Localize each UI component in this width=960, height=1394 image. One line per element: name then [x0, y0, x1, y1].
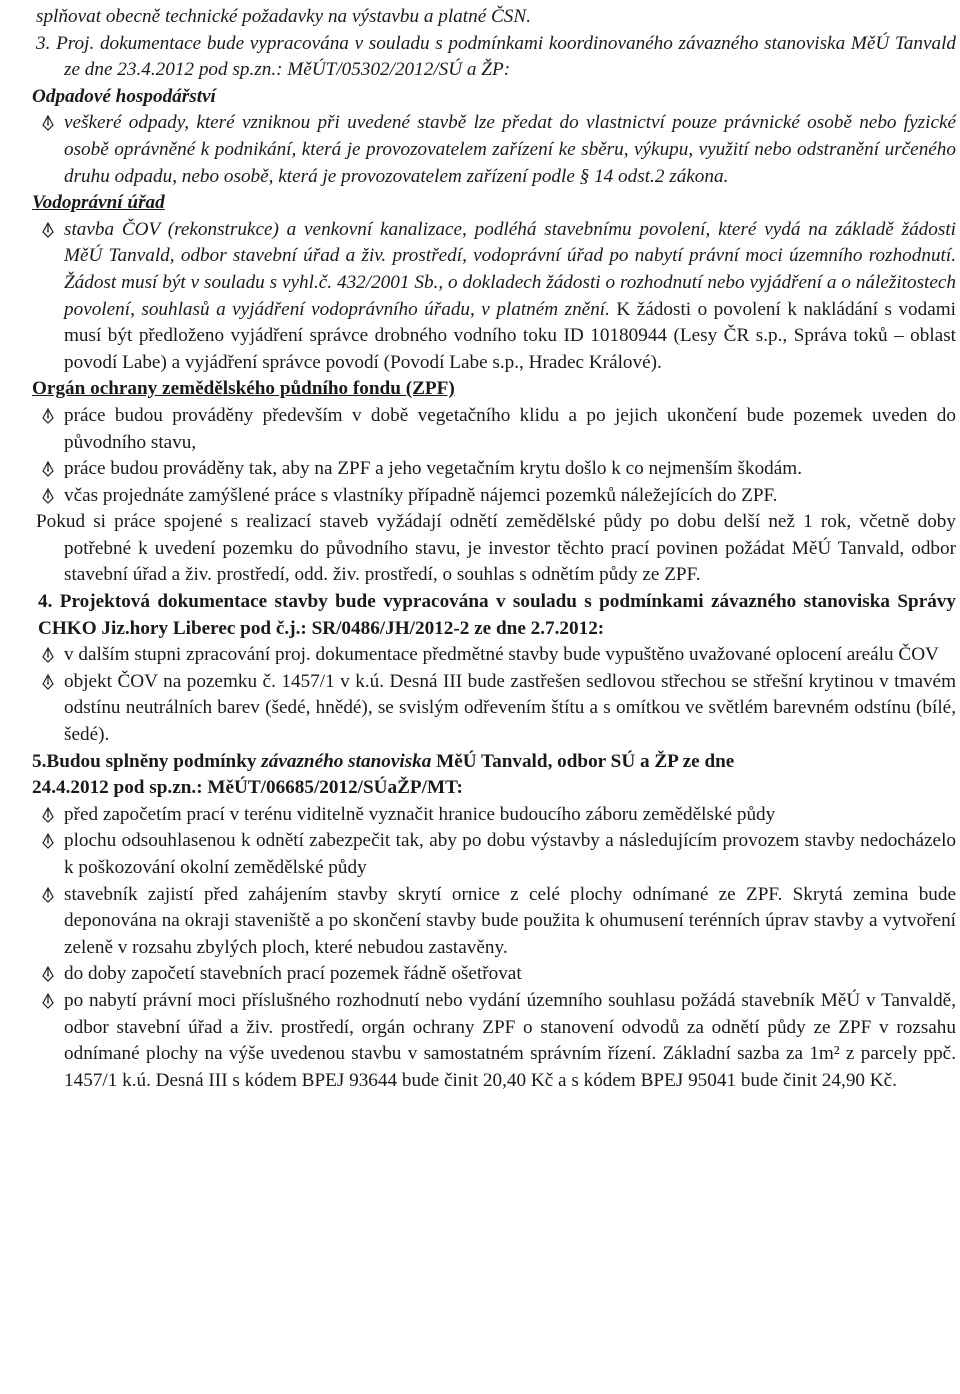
item-5-heading-c: MěÚ Tanvald, odbor SÚ a ŽP ze dne: [431, 750, 735, 772]
voda-heading: Vodoprávní úřad: [32, 192, 165, 214]
item5-bullet-1-text: před započetím prací v terénu viditelně vyznačit hranice budoucího záboru zemědělské půdy: [64, 803, 776, 825]
zpf-bullet-1-text: práce budou prováděny především v době vegetačního klidu a po jejich ukončení bude pozemek uveden do původního stavu,: [64, 404, 956, 453]
pen-nib-bullet-icon: [40, 461, 56, 477]
item4-bullet-1-text: v dalším stupni zpracování proj. dokumentace předmětné stavby bude vypuštěno uvažované oplocení areálu ČOV: [64, 644, 939, 666]
zpf-bullet-3: [0, 483, 960, 510]
odpad-bullet: [0, 110, 960, 190]
top-line: splňovat obecně technické požadavky na výstavbu a platné ČSN.: [36, 6, 531, 27]
zpf-bullet-3-text: včas projednáte zamýšlené práce s vlastníky případně nájemci pozemků náležejících do ZPF.: [64, 484, 778, 506]
zpf-heading: Orgán ochrany zemědělského půdního fondu (ZPF): [32, 378, 455, 400]
zpf-bullet-2-text: práce budou prováděny tak, aby na ZPF a jeho vegetačním krytu došlo k co nejmenším škodám.: [64, 458, 803, 480]
item5-bullet-4-text: do doby započetí stavebních prací pozemek řádně ošetřovat: [64, 963, 522, 985]
item5-bullet-5-text: po nabytí právní moci příslušného rozhodnutí nebo vydání územního souhlasu požádá stavebník MěÚ v Tanvaldě, odbor stavební úřad a živ. prostředí, orgán ochrany ZPF o stanovení odvodů za odnětí půdy ze ZPF v rozsahu odnímané plochy na výše uvedenou stavbu v samostatném správním řízení. Základní sazba za 1m² z parcely ppč. 1457/1 k.ú. Desná III s kódem BPEJ 93644 bude činit 20,40 Kč a s kódem BPEJ 95041 bude činit 24,90 Kč.: [64, 989, 956, 1091]
pen-nib-bullet-icon: [40, 222, 56, 238]
item-5-heading: [0, 749, 960, 776]
zpf-paragraph: Pokud si práce spojené s realizací staveb vyžádají odnětí zemědělské půdy po dobu delší než 1 rok, včetně doby potřebné k uvedení pozemku do původního stavu, je investor těchto prací povinen požádat MěÚ Tanvald, odbor stavební úřad a živ. prostředí, odd. živ. prostředí, o souhlas s odnětím půdy ze ZPF.: [36, 511, 956, 586]
item5-bullet-2: [0, 828, 960, 881]
pen-nib-bullet-icon: [40, 966, 56, 982]
item-3-heading: 3. Proj. dokumentace bude vypracována v souladu s podmínkami koordinovaného závazného stanoviska MěÚ Tanvald ze dne 23.4.2012 pod sp.zn.: MěÚT/05302/2012/SÚ a ŽP:: [36, 32, 956, 81]
voda-bullet-normal: K žádosti o povolení k nakládání s vodami musí být předloženo vyjádření správce drobného vodního toku ID 10180944 (Lesy ČR s.p., Správa toků – oblast povodí Labe) a vyjádření správce povodí (Povodí Labe s.p., Hradec Králové).: [64, 298, 956, 373]
item5-bullet-3-text: stavebník zajistí před zahájením stavby skrytí ornice z celé plochy odnímané ze ZPF. Skrytá zemina bude deponována na okraji staveniště a po skončení stavby bude použita k ohumusení terénních úprav stavby a vytvoření zeleně v rozsahu zbylých ploch, které nebudou zastavěny.: [64, 883, 956, 958]
item4-bullet-2-text: objekt ČOV na pozemku č. 1457/1 v k.ú. Desná III bude zastřešen sedlovou střechou se střešní krytinou v tmavém odstínu neutrálních barev (šedé, hnědé), se svislým odřevením štítu a s omítkou ve světlém barevném odstínu (bílé, šedé).: [64, 670, 956, 746]
item-5-heading-b: závazného stanoviska: [261, 750, 432, 772]
item-5-heading-line2: 24.4.2012 pod sp.zn.: MěÚT/06685/2012/SÚaŽP/MT:: [32, 777, 463, 799]
item4-bullet-1: [0, 642, 960, 669]
pen-nib-bullet-icon: [40, 408, 56, 424]
item5-bullet-1: [0, 802, 960, 829]
pen-nib-bullet-icon: [40, 807, 56, 823]
pen-nib-bullet-icon: [40, 674, 56, 690]
item-4-heading: 4. Projektová dokumentace stavby bude vypracována v souladu s podmínkami závazného stanoviska Správy CHKO Jiz.hory Liberec pod č.j.: SR/0486/JH/2012-2 ze dne 2.7.2012:: [38, 591, 956, 639]
pen-nib-bullet-icon: [40, 115, 56, 131]
pen-nib-bullet-icon: [40, 488, 56, 504]
voda-bullet-italic: stavba ČOV (rekonstrukce) a venkovní kanalizace, podléhá stavebnímu povolení, které vydá na základě žádosti MěÚ Tanvald, odbor stavební úřad a živ. prostředí, vodoprávní úřad po nabytí právní moci územního rozhodnutí. Žádost musí být v souladu s vyhl.č. 432/2001 Sb., o dokladech žádosti o rozhodnutí nebo vyjádření a o náležitostech povolení, souhlasů a vyjádření vodoprávního úřadu, v platném znění.: [64, 218, 956, 320]
voda-bullet: [0, 217, 960, 377]
item5-bullet-5: [0, 988, 960, 1094]
item5-bullet-3: [0, 882, 960, 962]
item4-bullet-2: [0, 669, 960, 749]
item5-bullet-2-text: plochu odsouhlasenou k odnětí zabezpečit tak, aby po dobu výstavby a následujícím provozem stavby nedocházelo k poškozování okolní zemědělské půdy: [64, 830, 956, 878]
pen-nib-bullet-icon: [40, 647, 56, 663]
odpad-heading: Odpadové hospodářství: [32, 85, 216, 107]
item5-bullet-4: [0, 961, 960, 988]
zpf-bullet-2: [0, 456, 960, 483]
odpad-bullet-text: veškeré odpady, které vzniknou při uvedené stavbě lze předat do vlastnictví pouze právnické osobě nebo fyzické osobě oprávněné k podnikání, která je provozovatelem zařízení ke sběru, výkupu, využití nebo odstranění určeného druhu odpadu, nebo osobě, která je provozovatelem zařízení podle § 14 odst.2 zákona.: [64, 112, 956, 187]
item-5-heading-a: 5.Budou splněny podmínky: [32, 750, 262, 772]
pen-nib-bullet-icon: [40, 833, 56, 849]
pen-nib-bullet-icon: [40, 993, 56, 1009]
zpf-bullet-1: [0, 403, 960, 456]
pen-nib-bullet-icon: [40, 887, 56, 903]
